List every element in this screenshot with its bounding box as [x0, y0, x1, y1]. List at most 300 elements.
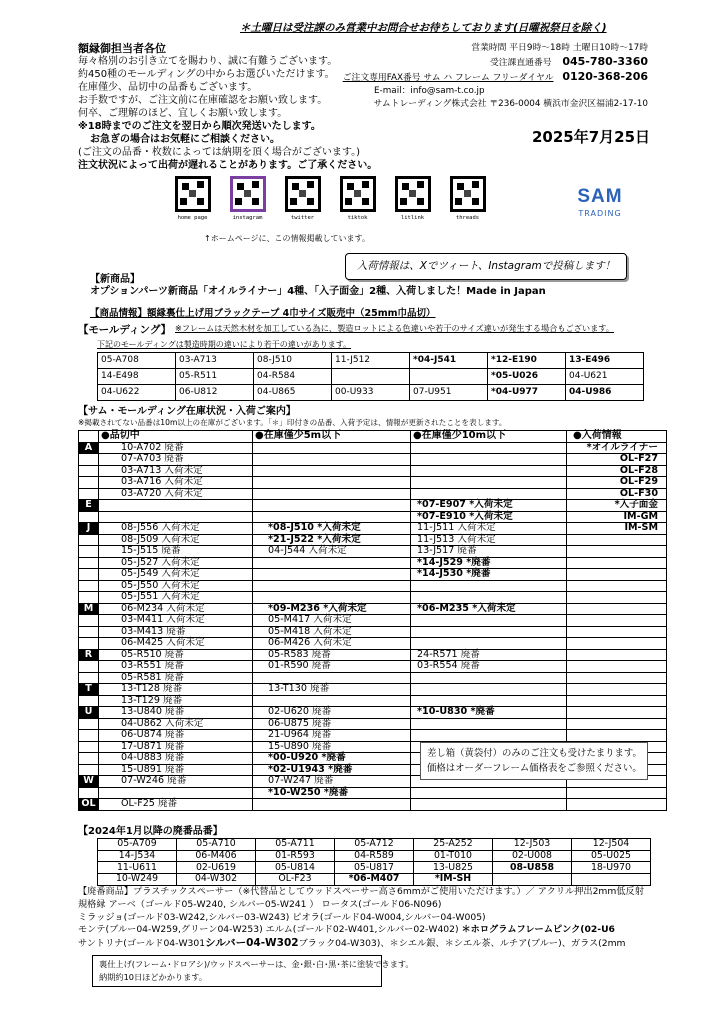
discontinued-table — [97, 838, 651, 886]
lot-cell: 03-A713 — [176, 353, 254, 369]
low-5m-cell: 05-M417 入荷未定 — [253, 615, 411, 627]
out-of-stock-cell: 05-R510 廃番 — [99, 649, 253, 661]
discontinued-cell: 18-U970 — [572, 862, 651, 874]
out-of-stock-cell: 04-U883 廃番 — [99, 753, 253, 765]
qr-code-icon — [395, 176, 431, 212]
low-10m-cell — [411, 442, 567, 454]
contact-block — [330, 42, 648, 111]
out-of-stock-cell: 05-J527 入荷未定 — [99, 557, 253, 569]
stock-row — [79, 592, 667, 604]
arrival-cell — [567, 580, 667, 592]
out-of-stock-cell: OL-F25 廃番 — [99, 799, 253, 811]
phone-number[interactable]: 045-780-3360 — [562, 55, 648, 68]
lot-cell: 00-U933 — [332, 385, 410, 401]
footer-line: モンテ(ブルー04-W259,グリーン04-W253) エルム(ゴールド02-W401,シルバー02-W402) — [78, 924, 462, 936]
low-5m-cell: *08-J510 *入荷未定 — [253, 523, 411, 535]
lot-cell: 11-J512 — [332, 353, 410, 369]
qr-code-icon — [285, 176, 321, 212]
qr-label: instagram — [232, 215, 263, 221]
low-10m-cell: 24-R571 廃番 — [411, 649, 567, 661]
stock-row — [79, 684, 667, 696]
discontinued-cell: 02-U619 — [177, 862, 256, 874]
lot-cell: 04-U621 — [566, 369, 644, 385]
low-10m-cell: 11-J511 入荷未定 — [411, 523, 567, 535]
out-of-stock-cell — [99, 511, 253, 523]
qr-instagram[interactable] — [229, 176, 266, 222]
lot-cell: 04-R584 — [254, 369, 332, 385]
arrival-cell — [567, 649, 667, 661]
discontinued-cell: 25-A252 — [414, 839, 493, 851]
lot-cell: *04-U977 — [488, 385, 566, 401]
arrival-cell — [567, 695, 667, 707]
series-letter — [79, 534, 99, 546]
out-of-stock-cell: 05-J551 入荷未定 — [99, 592, 253, 604]
arrival-cell: *オイルライナー — [567, 442, 667, 454]
arrival-cell — [567, 569, 667, 581]
series-letter — [79, 465, 99, 477]
out-of-stock-cell: 03-M411 入荷未定 — [99, 615, 253, 627]
discontinued-cell: 04-W302 — [177, 874, 256, 886]
paint-note-box — [92, 955, 414, 987]
lot-cell: 04-U986 — [566, 385, 644, 401]
saturday-notice: ＊土曜日は受注課のみ営業中お問合せお待ちしております(日曜祝祭日を除く) — [240, 22, 607, 34]
low-5m-cell — [253, 477, 411, 489]
discontinued-cell: OL-F23 — [256, 874, 335, 886]
arrival-cell — [567, 615, 667, 627]
stock-row — [79, 523, 667, 535]
out-of-stock-cell: 06-M425 入荷未定 — [99, 638, 253, 650]
low-5m-cell: *21-J522 *入荷未定 — [253, 534, 411, 546]
low-5m-cell: 15-U890 廃番 — [253, 741, 411, 753]
stock-row — [79, 638, 667, 650]
footer-line: 規格縁 アーベ（ゴールド05-W240, シルバー05-W241 ） ロータス(ゴールド06-N096) — [78, 898, 442, 910]
discontinued-heading: 【2024年1月以降の廃番品番】 — [78, 826, 223, 837]
series-letter: W — [79, 776, 99, 788]
low-5m-cell — [253, 580, 411, 592]
lot-cell: 04-U622 — [98, 385, 176, 401]
footer-line: 【廃番商品】プラスチックスペーサー（※代替品としてウッドスペーサー高さ6mmがご使用いただけます。）／ アクリル押出2mm低反射 — [78, 886, 644, 897]
footer-line: ブラック04-W303)、＊シエル銀、＊シエル茶、ルチア(ブルー)、ガラス(2mm — [298, 938, 626, 950]
lot-cell: *12-E190 — [488, 353, 566, 369]
stock-row — [79, 488, 667, 500]
molding-note: ※フレームは天然木材を加工している為に、製造ロットによる色違いや若干のサイズ違いが発生する場合もございます。 — [175, 323, 614, 333]
low-5m-cell — [253, 454, 411, 466]
discontinued-cell: *IM-SH — [414, 874, 493, 886]
qr-label: twitter — [290, 215, 315, 221]
low-5m-cell — [253, 569, 411, 581]
discontinued-row — [98, 874, 651, 886]
series-letter — [79, 661, 99, 673]
qr-label: tiktok — [347, 215, 368, 221]
greeting-line: 在庫僅少、品切中の品番もございます。 — [78, 82, 258, 93]
stock-header-row — [79, 431, 667, 443]
greeting-line: 何卒、ご理解のほど、宜しくお願い致します。 — [78, 108, 288, 119]
low-5m-cell — [253, 442, 411, 454]
low-10m-cell — [411, 580, 567, 592]
out-of-stock-cell: 08-J509 入荷未定 — [99, 534, 253, 546]
lead-time: 納期約10日ほどかかります。 — [99, 972, 208, 982]
discontinued-cell: 01-T010 — [414, 850, 493, 862]
stock-row — [79, 661, 667, 673]
greeting-line: 毎々格別のお引き立てを賜わり、誠に有難うございます。 — [78, 56, 338, 67]
stock-row — [79, 580, 667, 592]
low-5m-cell: *10-W250 *廃番 — [253, 787, 411, 799]
header-low-10m: ●在庫僅少10m以下 — [411, 431, 567, 443]
arrival-cell — [567, 626, 667, 638]
arrival-cell: IM-SM — [567, 523, 667, 535]
stock-row — [79, 672, 667, 684]
low-5m-cell: *00-U920 *廃番 — [253, 753, 411, 765]
low-10m-cell — [411, 718, 567, 730]
low-10m-cell — [411, 488, 567, 500]
footer-line: ミラッジョ(ゴールド03-W242,シルバー03-W243) ピオラ(ゴールド04-W004,シルバー04-W005) — [78, 911, 486, 923]
low-10m-cell — [411, 730, 567, 742]
discontinued-cell: 02-U008 — [493, 850, 572, 862]
series-letter: U — [79, 707, 99, 719]
series-letter: T — [79, 684, 99, 696]
fax-label: ご注文専用FAX番号 サム ハ フレーム フリーダイヤル — [342, 73, 554, 83]
series-letter — [79, 546, 99, 558]
arrival-cell — [567, 730, 667, 742]
arrival-cell — [567, 799, 667, 811]
series-letter — [79, 787, 99, 799]
consult-note: お急ぎの場合はお気軽にご相談ください。 — [90, 134, 280, 145]
discontinued-cell — [572, 874, 651, 886]
discontinued-cell: 06-M406 — [177, 850, 256, 862]
low-5m-cell — [253, 488, 411, 500]
low-10m-cell — [411, 454, 567, 466]
issue-date: 2025年7月25日 — [532, 128, 651, 146]
discontinued-cell: 05-A712 — [335, 839, 414, 851]
stock-row — [79, 465, 667, 477]
out-of-stock-cell: 03-M413 廃番 — [99, 626, 253, 638]
series-letter — [79, 488, 99, 500]
out-of-stock-cell: 07-W246 廃番 — [99, 776, 253, 788]
out-of-stock-cell — [99, 787, 253, 799]
out-of-stock-cell: 15-J515 廃番 — [99, 546, 253, 558]
low-5m-cell — [253, 592, 411, 604]
low-5m-cell: 05-M418 入荷未定 — [253, 626, 411, 638]
qr-label: home page — [177, 215, 208, 221]
lot-cell: 05-R511 — [176, 369, 254, 385]
low-10m-cell — [411, 684, 567, 696]
series-letter — [79, 615, 99, 627]
low-5m-cell: 04-J544 入荷未定 — [253, 546, 411, 558]
low-10m-cell: *10-U830 *廃番 — [411, 707, 567, 719]
out-of-stock-cell: 03-A716 入荷未定 — [99, 477, 253, 489]
arrival-cell — [567, 787, 667, 799]
stock-row — [79, 649, 667, 661]
discontinued-row — [98, 850, 651, 862]
header-out-of-stock: ●品切中 — [99, 431, 253, 443]
low-10m-cell — [411, 592, 567, 604]
lot-cell: 13-E496 — [566, 353, 644, 369]
low-5m-cell — [253, 799, 411, 811]
lot-row — [98, 369, 644, 385]
lot-row — [98, 385, 644, 401]
arrival-cell: OL-F28 — [567, 465, 667, 477]
out-of-stock-cell: 08-J556 入荷未定 — [99, 523, 253, 535]
discontinued-row — [98, 862, 651, 874]
series-letter — [79, 753, 99, 765]
lot-cell: *04-J541 — [410, 353, 488, 369]
sashibako-popup — [420, 742, 648, 780]
arrival-cell — [567, 546, 667, 558]
qr-twitter[interactable] — [284, 176, 321, 222]
discontinued-cell: 05-U025 — [572, 850, 651, 862]
out-of-stock-cell: 13-T129 廃番 — [99, 695, 253, 707]
arrival-cell: OL-F30 — [567, 488, 667, 500]
stock-row — [79, 707, 667, 719]
low-10m-cell — [411, 695, 567, 707]
low-5m-cell: 01-R590 廃番 — [253, 661, 411, 673]
qr-label: threads — [455, 215, 480, 221]
out-of-stock-cell: 07-A703 廃番 — [99, 454, 253, 466]
discontinued-cell: 10-W249 — [98, 874, 177, 886]
lot-cell: 08-J510 — [254, 353, 332, 369]
stock-row — [79, 615, 667, 627]
arrival-cell — [567, 557, 667, 569]
sam-trading-logo — [570, 186, 630, 218]
new-products-heading: 【新商品】 — [90, 274, 140, 285]
out-of-stock-cell: 17-U871 廃番 — [99, 741, 253, 753]
footer-silver: シルバー04-W302 — [205, 937, 299, 950]
lot-cell: 06-U812 — [176, 385, 254, 401]
series-letter — [79, 764, 99, 776]
series-letter — [79, 626, 99, 638]
stock-row — [79, 730, 667, 742]
series-letter: A — [79, 442, 99, 454]
arrival-cell — [567, 707, 667, 719]
low-5m-cell: 02-U620 廃番 — [253, 707, 411, 719]
out-of-stock-cell: 04-U862 入荷未定 — [99, 718, 253, 730]
lot-cell: 04-U865 — [254, 385, 332, 401]
header-letter-cell — [79, 431, 99, 443]
stock-row — [79, 799, 667, 811]
stock-row — [79, 534, 667, 546]
lot-cell — [410, 369, 488, 385]
series-letter — [79, 569, 99, 581]
out-of-stock-cell: 05-R581 廃番 — [99, 672, 253, 684]
company-address: サムトレーディング株式会社 〒236-0004 横浜市金沢区福浦2-17-10 — [373, 99, 648, 109]
low-5m-cell — [253, 465, 411, 477]
arrival-cell: *入子面金 — [567, 500, 667, 512]
out-of-stock-cell: 03-A713 入荷未定 — [99, 465, 253, 477]
out-of-stock-cell: 15-U891 廃番 — [99, 764, 253, 776]
arrival-cell — [567, 592, 667, 604]
qr-code-icon — [230, 176, 266, 212]
business-hours: 営業時間 平日9時～18時 土曜日10時～17時 — [471, 43, 648, 53]
delay-warning: 注文状況によって出荷が遅れることがあります。ご了承ください。 — [78, 160, 378, 171]
out-of-stock-cell: 03-R551 廃番 — [99, 661, 253, 673]
low-10m-cell — [411, 465, 567, 477]
low-5m-cell — [253, 500, 411, 512]
footer-block — [78, 886, 644, 951]
discontinued-cell: 05-U814 — [256, 862, 335, 874]
low-10m-cell: 11-J513 入荷未定 — [411, 534, 567, 546]
low-10m-cell: *14-J529 *廃番 — [411, 557, 567, 569]
series-letter — [79, 592, 99, 604]
arrival-cell — [567, 718, 667, 730]
out-of-stock-cell: 05-J550 入荷未定 — [99, 580, 253, 592]
popup-line: 価格はオーダーフレーム価格表をご参照ください。 — [427, 763, 642, 774]
arrival-cell — [567, 603, 667, 615]
logo-main: SAM — [577, 186, 623, 207]
low-10m-cell — [411, 787, 567, 799]
discontinued-cell: 13-U825 — [414, 862, 493, 874]
popup-line: 差し箱（黄袋付）のみのご注文も受けたまります。 — [427, 748, 642, 759]
discontinued-cell: 05-A709 — [98, 839, 177, 851]
molding-note2: 下記のモールディングは製造時期の違いにより若干の違いがあります。 — [97, 340, 352, 349]
out-of-stock-cell: 05-J549 入荷未定 — [99, 569, 253, 581]
stock-row — [79, 511, 667, 523]
low-5m-cell: *09-M236 *入荷未定 — [253, 603, 411, 615]
arrival-cell: OL-F29 — [567, 477, 667, 489]
lead-time-note: (ご注文の品番・枚数によっては納期を頂く場合がございます。) — [78, 147, 361, 158]
low-5m-cell — [253, 557, 411, 569]
discontinued-cell: 05-A710 — [177, 839, 256, 851]
discontinued-row — [98, 839, 651, 851]
lot-row — [98, 353, 644, 369]
low-5m-cell — [253, 672, 411, 684]
phone-label: 受注課直通番号 — [489, 58, 552, 68]
low-5m-cell: 07-W247 廃番 — [253, 776, 411, 788]
header-low-5m: ●在庫僅少5m以下 — [253, 431, 411, 443]
out-of-stock-cell: 10-A702 廃番 — [99, 442, 253, 454]
stock-row — [79, 442, 667, 454]
lot-cell: 05-A708 — [98, 353, 176, 369]
series-letter — [79, 672, 99, 684]
stock-heading: 【サム・モールディング在庫状況・入荷ご案内】 — [78, 406, 296, 417]
out-of-stock-cell: 13-T128 廃番 — [99, 684, 253, 696]
discontinued-cell: 14-J534 — [98, 850, 177, 862]
low-10m-cell — [411, 477, 567, 489]
series-letter — [79, 741, 99, 753]
low-10m-cell — [411, 638, 567, 650]
low-10m-cell — [411, 672, 567, 684]
qr-litlink[interactable] — [394, 176, 431, 222]
low-10m-cell: 13-J517 廃番 — [411, 546, 567, 558]
qr-threads[interactable] — [449, 176, 486, 222]
discontinued-cell: *06-M407 — [335, 874, 414, 886]
low-5m-cell — [253, 511, 411, 523]
series-letter — [79, 580, 99, 592]
low-10m-cell: 03-R554 廃番 — [411, 661, 567, 673]
footer-line: サントリナ(ゴールド04-W301 — [78, 938, 206, 950]
series-letter: M — [79, 603, 99, 615]
low-5m-cell: 06-U875 廃番 — [253, 718, 411, 730]
molding-heading: 【モールディング】 — [78, 324, 172, 336]
sns-bubble: 入荷情報は、Xでツィート、Instagramで投稿します！ — [345, 253, 627, 280]
qr-note: ↑ホームページに、この情報掲載しています。 — [204, 234, 370, 243]
stock-row — [79, 454, 667, 466]
stock-row — [79, 557, 667, 569]
series-letter — [79, 718, 99, 730]
email-address[interactable]: E-mail：info@sam-t.co.jp — [374, 86, 485, 96]
low-10m-cell: *06-M235 *入荷未定 — [411, 603, 567, 615]
greeting-line: お手数ですが、ご注文前に在庫確認をお願い致します。 — [78, 95, 328, 106]
series-letter: OL — [79, 799, 99, 811]
series-letter — [79, 638, 99, 650]
qr-code-icon — [450, 176, 486, 212]
discontinued-cell: 01-R593 — [256, 850, 335, 862]
arrival-cell: IM-GM — [567, 511, 667, 523]
greeting-line: 約450種のモールディングの中からお選びいただけます。 — [78, 69, 335, 80]
lot-variation-table — [97, 352, 644, 401]
stock-row — [79, 546, 667, 558]
stock-row — [79, 626, 667, 638]
arrival-cell — [567, 534, 667, 546]
low-10m-cell: *14-J530 *廃番 — [411, 569, 567, 581]
out-of-stock-cell: 06-U874 廃番 — [99, 730, 253, 742]
out-of-stock-cell: 06-M234 入荷未定 — [99, 603, 253, 615]
discontinued-cell: 11-U611 — [98, 862, 177, 874]
low-5m-cell: 21-U964 廃番 — [253, 730, 411, 742]
series-letter — [79, 454, 99, 466]
low-10m-cell — [411, 626, 567, 638]
discontinued-cell: 04-R589 — [335, 850, 414, 862]
lot-cell: 07-U951 — [410, 385, 488, 401]
out-of-stock-cell: 13-U840 廃番 — [99, 707, 253, 719]
series-letter: J — [79, 523, 99, 535]
low-5m-cell: *02-U1943 *廃番 — [253, 764, 411, 776]
header-arrival: ●入荷情報 — [567, 431, 667, 443]
low-10m-cell: *07-E910 *入荷未定 — [411, 511, 567, 523]
low-5m-cell: 13-T130 廃番 — [253, 684, 411, 696]
stock-row — [79, 718, 667, 730]
series-letter — [79, 557, 99, 569]
qr-tiktok[interactable] — [339, 176, 376, 222]
low-5m-cell — [253, 695, 411, 707]
paint-note: 裏仕上げ(フレーム･ドロアシ)/ウッドスペーサーは、金･銀･白･黒･茶に塗装できます。 — [99, 959, 414, 969]
low-10m-cell — [411, 799, 567, 811]
arrival-cell — [567, 672, 667, 684]
discontinued-cell: 12-J504 — [572, 839, 651, 851]
stock-row — [79, 603, 667, 615]
stock-row — [79, 569, 667, 581]
series-letter — [79, 695, 99, 707]
discontinued-cell: 12-J503 — [493, 839, 572, 851]
lot-cell: *05-U026 — [488, 369, 566, 385]
discontinued-cell: 05-U817 — [335, 862, 414, 874]
stock-row — [79, 695, 667, 707]
discontinued-cell — [493, 874, 572, 886]
greeting-title: 額縁御担当者各位 — [78, 42, 166, 55]
lot-cell: 14-E498 — [98, 369, 176, 385]
low-10m-cell: *07-E907 *入荷未定 — [411, 500, 567, 512]
low-5m-cell: 06-M426 入荷未定 — [253, 638, 411, 650]
series-letter — [79, 477, 99, 489]
arrival-cell: OL-F27 — [567, 454, 667, 466]
qr-home-page[interactable] — [174, 176, 211, 222]
series-letter: R — [79, 649, 99, 661]
stock-row — [79, 500, 667, 512]
qr-label: litlink — [400, 215, 425, 221]
fax-number[interactable]: 0120-368-206 — [562, 70, 648, 83]
series-letter — [79, 730, 99, 742]
qr-code-icon — [340, 176, 376, 212]
stock-row — [79, 477, 667, 489]
discontinued-cell: 05-A711 — [256, 839, 335, 851]
stock-note: ※掲載されてない品番は10m以上の在庫がございます。「＊」印付きの品番、入荷予定は、情報が更新されたことを表します。 — [78, 418, 507, 427]
discontinued-cell: 08-U858 — [493, 862, 572, 874]
series-letter: E — [79, 500, 99, 512]
arrival-cell — [567, 661, 667, 673]
lot-cell — [332, 369, 410, 385]
qr-code-row — [174, 176, 486, 222]
product-info: 【商品情報】額縁裏仕上げ用ブラックテープ 4巾サイズ販売中（25mm巾品切） — [90, 308, 436, 319]
qr-code-icon — [175, 176, 211, 212]
